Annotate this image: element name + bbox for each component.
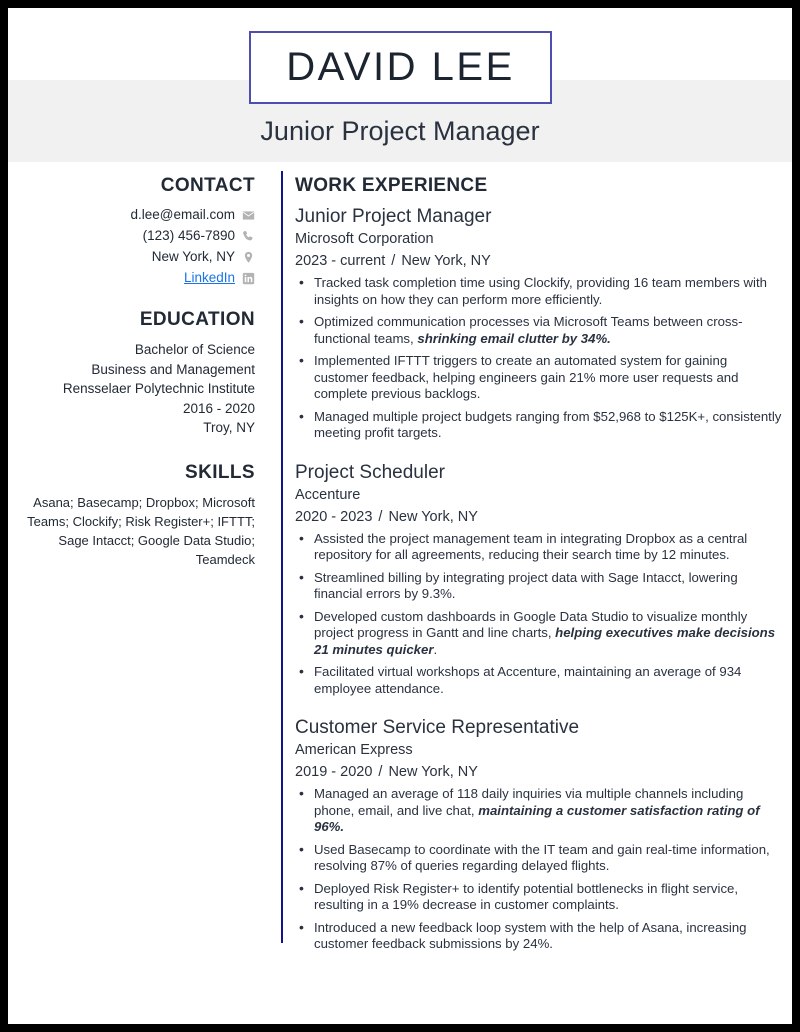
skills-heading: SKILLS <box>185 461 255 483</box>
resume-page <box>8 8 792 1024</box>
job-role: Customer Service Representative <box>295 717 580 738</box>
candidate-name: DAVID LEE <box>286 45 515 89</box>
column-divider <box>281 171 283 943</box>
job-location: New York, NY <box>388 508 478 525</box>
job-bullet: • Optimized communication processes via Microsoft Teams between cross-functional teams, shrinking email clutter by 34%. <box>295 314 782 347</box>
main-column <box>273 175 792 971</box>
job-meta <box>295 506 782 528</box>
job-bullet: • Assisted the project management team in integrating Dropbox as a central repository for all agreements, reducing their search time by 12 minutes. <box>295 531 782 564</box>
education-dates: 2016 - 2020 <box>182 400 255 416</box>
job-dates: 2019 - 2020 <box>295 764 373 780</box>
job-list <box>295 204 782 953</box>
name-box <box>249 31 552 104</box>
job-bullet: • Streamlined billing by integrating project data with Sage Intacct, lowering financial errors by 9.3%. <box>295 570 782 603</box>
job-role: Project Scheduler <box>295 461 445 483</box>
bullet-emphasis: helping executives make decisions 21 minutes quicker <box>314 625 776 657</box>
job-company: Accenture <box>295 486 361 503</box>
skills-section <box>8 462 255 569</box>
job-dates: 2020 - 2023 <box>295 508 373 525</box>
job-company: Microsoft Corporation <box>295 231 434 247</box>
job-bullet: • Implemented IFTTT triggers to create an automated system for gaining customer feedback, helping engineers gain 21% more user requests and complete previous backlogs. <box>295 353 782 403</box>
job-bullet: • Facilitated virtual workshops at Accenture, maintaining an average of 934 employee attendance. <box>295 664 782 697</box>
job-bullet: • Used Basecamp to coordinate with the IT team and gain real-time information, resolving 87% of queries regarding delayed flights. <box>295 842 782 875</box>
contact-item-linkedin[interactable] <box>8 269 255 287</box>
education-heading: EDUCATION <box>139 309 255 330</box>
job-entry <box>295 715 782 953</box>
job-bullets <box>295 531 782 698</box>
education-degree: Bachelor of Science <box>134 342 255 357</box>
contact-heading: CONTACT <box>160 175 255 196</box>
candidate-job-title: Junior Project Manager <box>260 116 540 146</box>
bullet-emphasis: maintaining a customer satisfaction rating of 96%. <box>314 802 760 834</box>
linkedin-icon[interactable] <box>242 272 255 285</box>
job-entry <box>295 460 782 698</box>
job-bullet: • Managed an average of 118 daily inquiries via multiple channels including phone, email, and live chat, maintaining a customer satisfaction rating of 96%. <box>295 786 782 836</box>
contact-list <box>8 206 255 287</box>
job-meta-separator: / <box>378 508 383 525</box>
contact-email-text: d.lee@email.com <box>130 207 235 222</box>
job-meta <box>295 761 782 783</box>
job-bullet: • Introduced a new feedback loop system with the help of Asana, increasing customer feedback submissions by 24%. <box>295 920 782 953</box>
resume-header <box>8 8 792 163</box>
education-school: Rensselaer Polytechnic Institute <box>62 381 255 396</box>
resume-body <box>8 163 792 971</box>
job-bullets <box>295 275 782 442</box>
envelope-icon <box>242 209 255 222</box>
education-location: Troy, NY <box>203 420 255 435</box>
job-bullet: • Developed custom dashboards in Google Data Studio to visualize monthly project progress in Gantt and line charts, helping executives make decisions 21 minutes quicker. <box>295 609 782 659</box>
contact-section <box>8 175 255 287</box>
job-bullet: • Deployed Risk Register+ to identify potential bottlenecks in flight service, resulting in a 19% decrease in customer complaints. <box>295 881 782 914</box>
job-entry <box>295 204 782 442</box>
job-dates: 2023 - current <box>295 253 386 269</box>
location-pin-icon <box>242 251 255 264</box>
job-location: New York, NY <box>388 764 478 780</box>
phone-icon <box>242 230 255 243</box>
job-meta-separator: / <box>378 764 383 780</box>
linkedin-link[interactable]: LinkedIn <box>183 270 235 285</box>
contact-item-location <box>8 248 255 266</box>
job-bullet: • Tracked task completion time using Clockify, providing 16 team members with insights on how they can perform more efficiently. <box>295 275 782 308</box>
job-bullet: • Managed multiple project budgets ranging from $52,968 to $125K+, consistently meeting profit targets. <box>295 409 782 442</box>
job-meta-separator: / <box>391 253 396 269</box>
job-location: New York, NY <box>401 253 491 269</box>
contact-phone-text: (123) 456-7890 <box>142 228 235 243</box>
skills-text: Asana; Basecamp; Dropbox; Microsoft Teams; Clockify; Risk Register+; IFTTT; Sage Intacct; Google Data Studio; Teamdeck <box>27 494 255 567</box>
contact-location-text: New York, NY <box>151 249 235 264</box>
job-role: Junior Project Manager <box>295 206 492 227</box>
bullet-emphasis: shrinking email clutter by 34%. <box>417 330 611 346</box>
job-company: American Express <box>295 742 413 758</box>
education-field: Business and Management <box>91 361 255 377</box>
work-experience-heading: WORK EXPERIENCE <box>295 175 488 196</box>
job-meta <box>295 250 782 272</box>
contact-item-phone <box>8 227 255 245</box>
contact-item-email <box>8 206 255 224</box>
sidebar-column <box>8 175 273 971</box>
education-section <box>8 309 255 438</box>
job-bullets <box>295 786 782 953</box>
